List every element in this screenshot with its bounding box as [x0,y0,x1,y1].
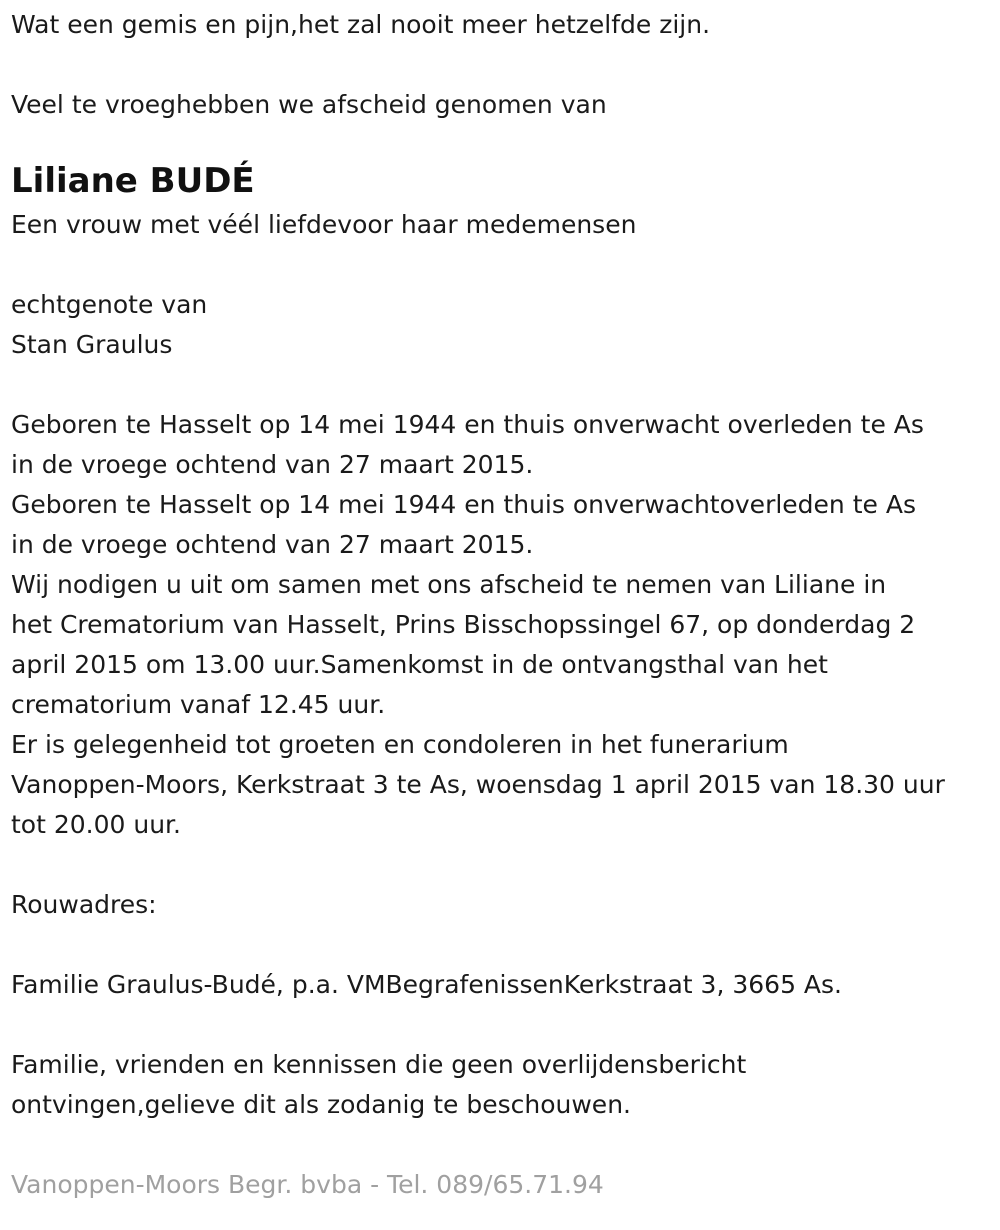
spacer [11,845,989,885]
spacer [11,365,989,405]
spouse-label: echtgenote van [11,290,208,319]
details-line: het Crematorium van Hasselt, Prins Bisschopssingel 67, op donderdag 2 [11,610,916,639]
deceased-name: Liliane BUDÉ [11,161,255,201]
details-line: Geboren te Hasselt op 14 mei 1944 en thuis onverwacht overleden te As [11,410,924,439]
details-line: april 2015 om 13.00 uur.Samenkomst in de ontvangsthal van het [11,650,828,679]
notice-line-1: Familie, vrienden en kennissen die geen overlijdensbericht [11,1050,747,1079]
spacer [11,1005,989,1045]
spacer [11,125,989,157]
details-line: Wij nodigen u uit om samen met ons afscheid te nemen van Liliane in [11,570,887,599]
details-line: in de vroege ochtend van 27 maart 2015. [11,450,534,479]
details-line: Geboren te Hasselt op 14 mei 1944 en thuis onverwachtoverleden te As [11,490,916,519]
address-label: Rouwadres: [11,890,157,919]
deceased-tagline: Een vrouw met véél liefdevoor haar medemensen [11,210,637,239]
funeral-home-footer: Vanoppen-Moors Begr. bvba - Tel. 089/65.71.94 [11,1170,604,1199]
intro-line-2: Veel te vroeghebben we afscheid genomen van [11,90,607,119]
details-line: Er is gelegenheid tot groeten en condoleren in het funerarium [11,730,789,759]
intro-line-1: Wat een gemis en pijn,het zal nooit meer hetzelfde zijn. [11,10,711,39]
details-line: Vanoppen-Moors, Kerkstraat 3 te As, woensdag 1 april 2015 van 18.30 uur [11,770,945,799]
notice-line-2: ontvingen,gelieve dit als zodanig te beschouwen. [11,1090,631,1119]
spacer [11,245,989,285]
spacer [11,925,989,965]
details-line: in de vroege ochtend van 27 maart 2015. [11,530,534,559]
spacer [11,1125,989,1165]
details-line: tot 20.00 uur. [11,810,181,839]
spacer [11,45,989,85]
details-block [11,405,989,845]
address-value: Familie Graulus-Budé, p.a. VMBegrafenissenKerkstraat 3, 3665 As. [11,970,842,999]
spouse-name: Stan Graulus [11,330,173,359]
details-line: crematorium vanaf 12.45 uur. [11,690,386,719]
